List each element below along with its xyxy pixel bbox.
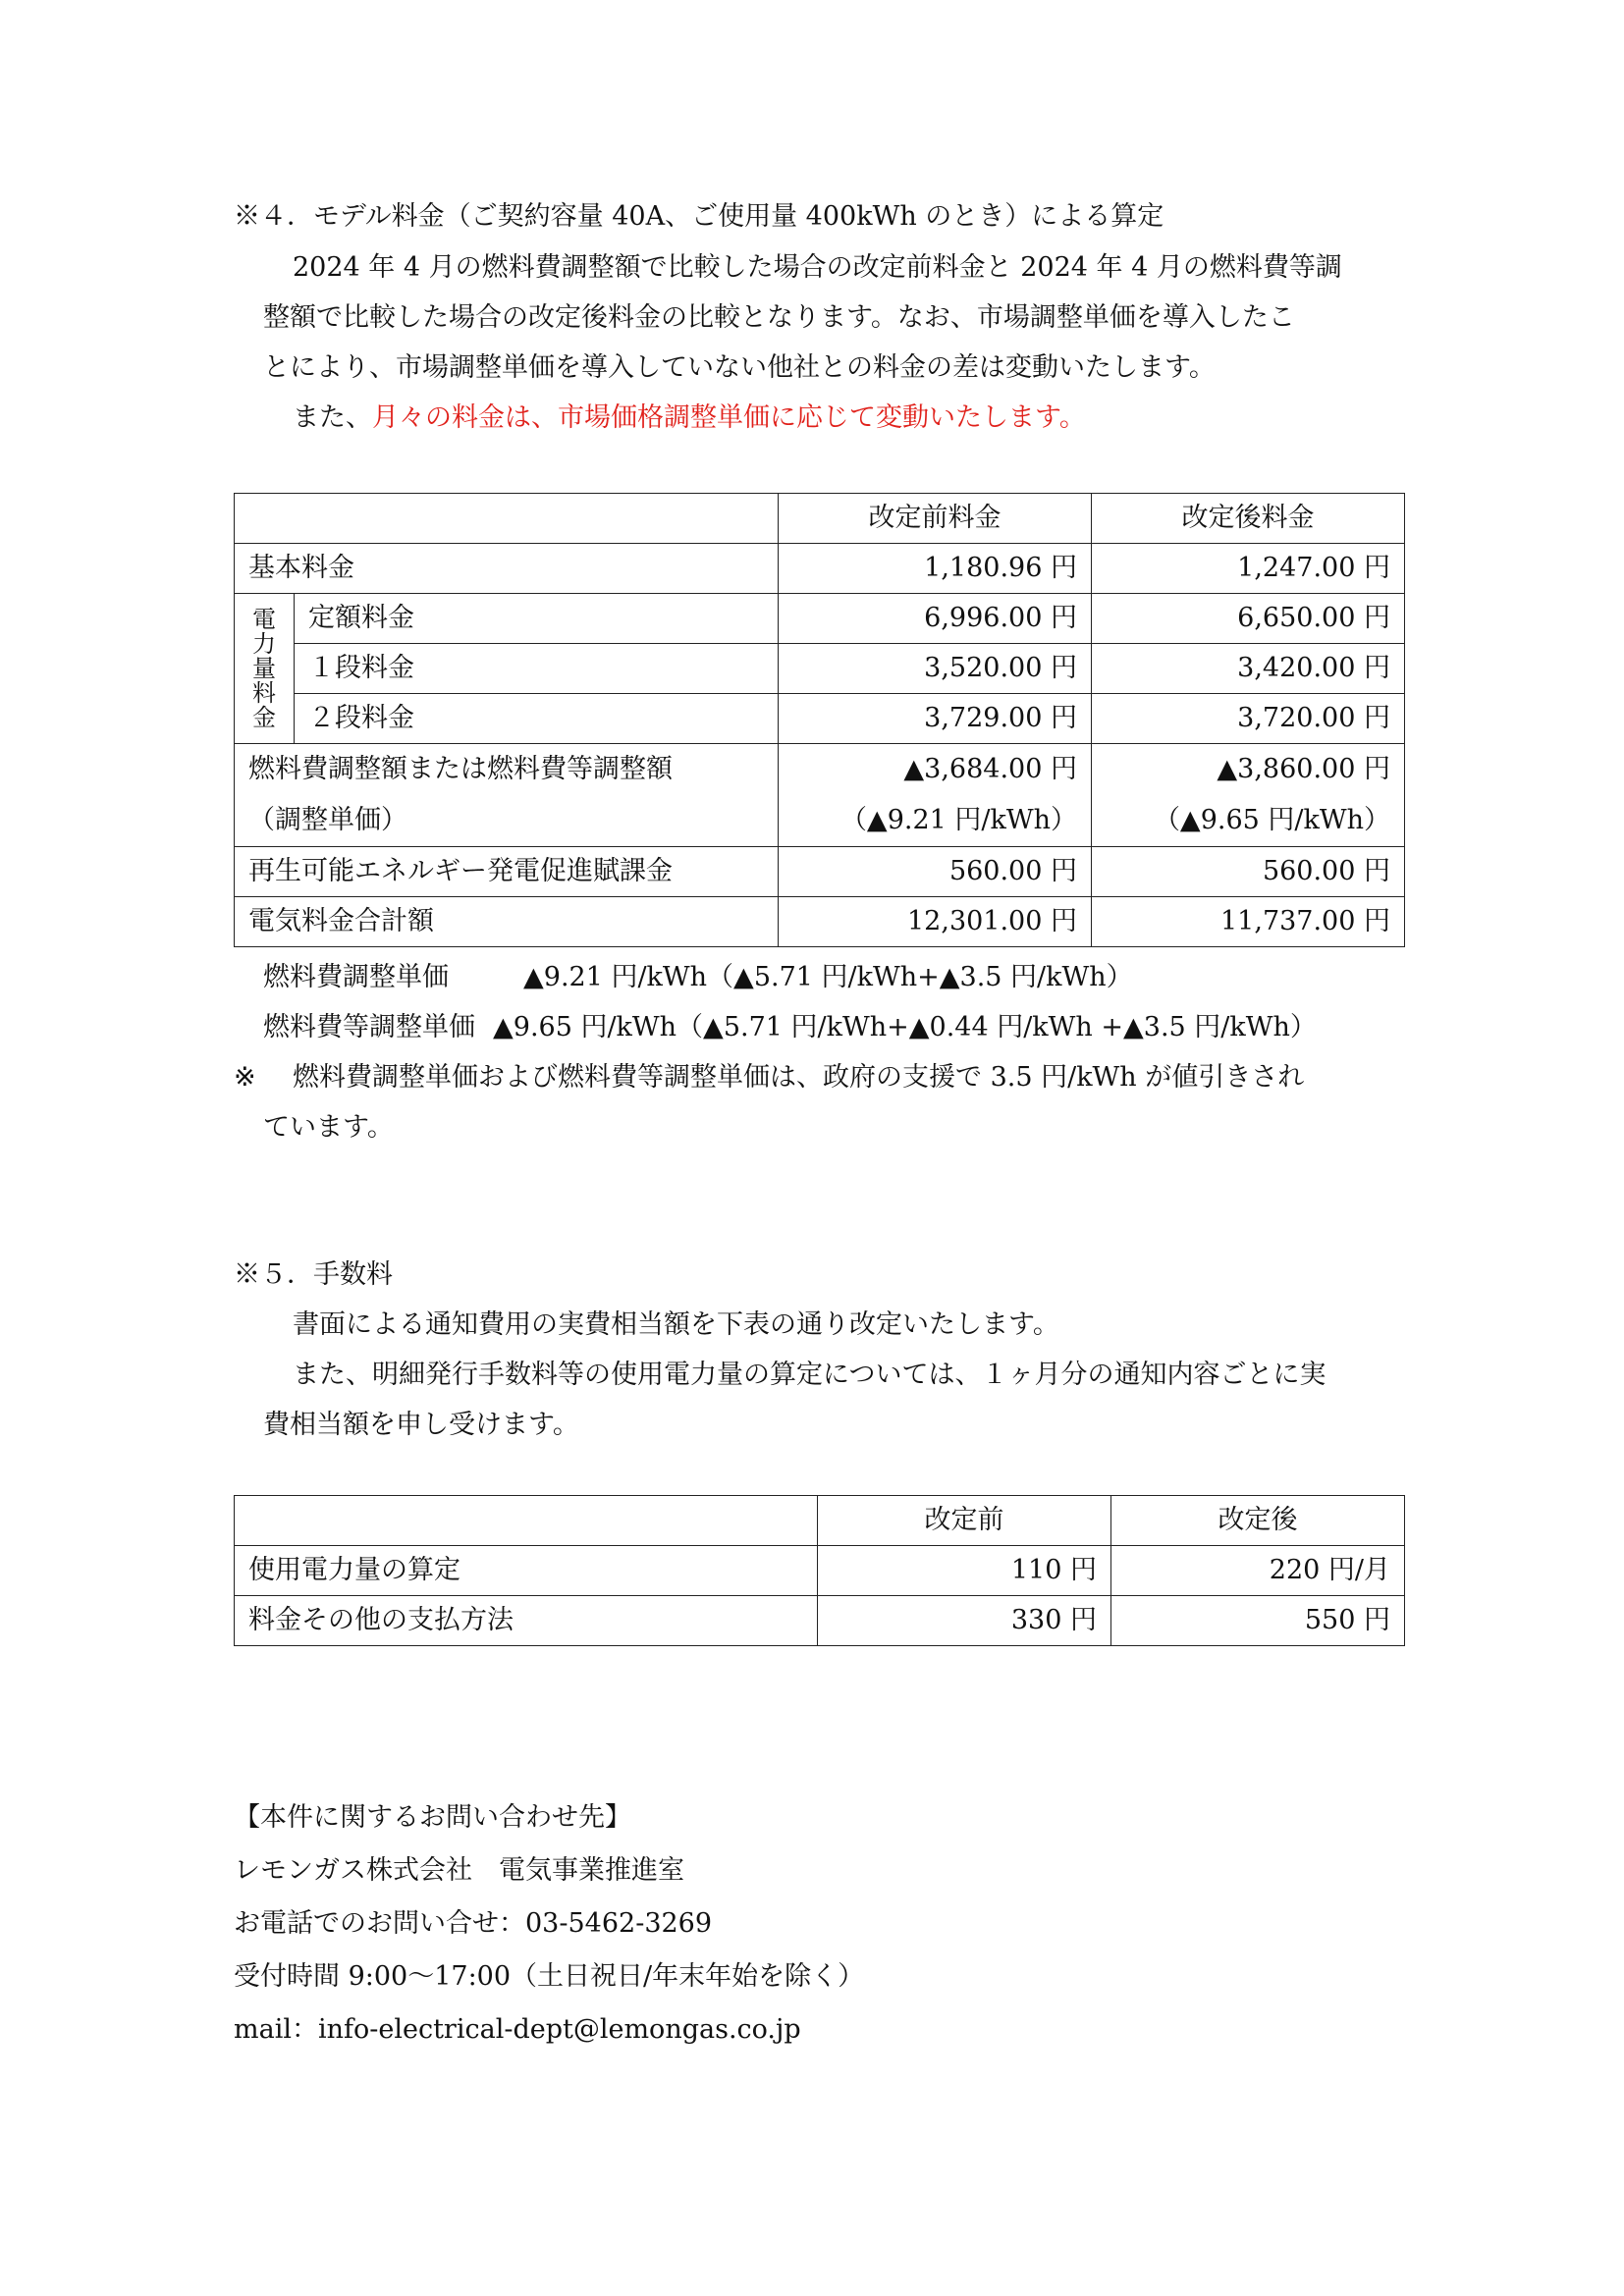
total-label: 電気料金合計額 [235,897,779,947]
header-empty-cell [235,494,779,544]
energy-row-label: １段料金 [295,644,779,694]
fuel-adjust-label-line1: 燃料費調整額または燃料費等調整額 [248,754,673,784]
energy-row-after: 3,720.00 円 [1092,694,1405,744]
energy-row-before: 6,996.00 円 [779,594,1092,644]
energy-group-char: 力 [252,629,276,658]
fuel-adjust-before-unit: （▲9.21 円/kWh） [839,805,1077,835]
section5-heading: ※５．手数料 [234,1259,393,1290]
contact-company: レモンガス株式会社 電気事業推進室 [234,1855,684,1886]
energy-row-before: 3,520.00 円 [779,644,1092,694]
table-row [235,744,1405,847]
fee-row-label: 料金その他の支払方法 [235,1596,818,1646]
energy-group-char: 料 [252,678,276,707]
table-header-row [235,494,1405,544]
basic-fee-before: 1,180.96 円 [779,544,1092,594]
section4-heading: ※４．モデル料金（ご契約容量 40A、ご使用量 400kWh のとき）による算定 [234,201,1164,232]
table-row [235,544,1405,594]
section5-paragraph2-line2: 費相当額を申し受けます。 [263,1410,579,1440]
contact-phone: お電話でのお問い合せ：03-5462-3269 [234,1908,713,1939]
basic-fee-after: 1,247.00 円 [1092,544,1405,594]
energy-row-after: 6,650.00 円 [1092,594,1405,644]
section4-paragraph-line1: 2024 年 4 月の燃料費調整額で比較した場合の改定前料金と 2024 年 4 月の燃料費等調 [293,252,1342,283]
energy-row-after: 3,420.00 円 [1092,644,1405,694]
table-row [235,594,1405,644]
fuel-adjust-label [235,744,779,847]
fee-row-after: 550 円 [1111,1596,1405,1646]
fee-row-before: 110 円 [818,1546,1111,1596]
fuel-adjust-before [779,744,1092,847]
section4-paragraph-line3: とにより、市場調整単価を導入していない他社との料金の差は変動いたします。 [263,352,1216,383]
fuel-adjust-after [1092,744,1405,847]
header-after: 改定後 [1111,1496,1405,1546]
renewable-levy-after: 560.00 円 [1092,847,1405,897]
table-header-row [235,1496,1405,1546]
header-after: 改定後料金 [1092,494,1405,544]
table-row [235,847,1405,897]
remark-line2: ています。 [263,1112,394,1143]
total-after: 11,737.00 円 [1092,897,1405,947]
contact-hours: 受付時間 9:00～17:00（土日祝日/年末年始を除く） [234,1961,865,1992]
energy-row-label: ２段料金 [295,694,779,744]
section4-paragraph-line2: 整額で比較した場合の改定後料金の比較となります。なお、市場調整単価を導入したこ [263,302,1295,333]
fuel-etc-unit-value: ▲9.65 円/kWh（▲5.71 円/kWh+▲0.44 円/kWh +▲3.5 円/kWh） [493,1012,1317,1042]
energy-group-char: 金 [252,703,276,731]
remark-line1: 燃料費調整単価および燃料費等調整単価は、政府の支援で 3.5 円/kWh が値引きされ [293,1062,1305,1093]
fuel-etc-unit-label: 燃料費等調整単価 [263,1012,475,1042]
contact-title: 【本件に関するお問い合わせ先】 [234,1802,631,1833]
table-row [235,897,1405,947]
fuel-adjust-label-line2: （調整単価） [248,805,407,835]
basic-fee-label: 基本料金 [235,544,779,594]
handling-fee-table [234,1495,1405,1646]
table-row [235,1546,1405,1596]
header-empty-cell [235,1496,818,1546]
fee-row-after: 220 円/月 [1111,1546,1405,1596]
renewable-levy-label: 再生可能エネルギー発電促進賦課金 [235,847,779,897]
energy-group-char: 電 [252,605,276,633]
fuel-adjust-after-amount: ▲3,860.00 円 [1217,754,1390,784]
energy-row-label: 定額料金 [295,594,779,644]
fee-row-before: 330 円 [818,1596,1111,1646]
fuel-unit-value: ▲9.21 円/kWh（▲5.71 円/kWh+▲3.5 円/kWh） [523,962,1133,992]
header-before: 改定前料金 [779,494,1092,544]
section4-note [293,402,1086,434]
fuel-unit-label: 燃料費調整単価 [263,962,449,992]
energy-group-label [235,594,295,744]
fee-row-label: 使用電力量の算定 [235,1546,818,1596]
table-row [235,644,1405,694]
total-before: 12,301.00 円 [779,897,1092,947]
contact-mail[interactable]: mail：info-electrical-dept@lemongas.co.jp [234,2014,801,2045]
section4-note-prefix: また、 [293,402,372,433]
section4-note-red: 月々の料金は、市場価格調整単価に応じて変動いたします。 [372,402,1086,433]
model-fee-table [234,493,1405,947]
table-row [235,1596,1405,1646]
fuel-adjust-after-unit: （▲9.65 円/kWh） [1153,805,1390,835]
fuel-adjust-before-amount: ▲3,684.00 円 [903,754,1077,784]
renewable-levy-before: 560.00 円 [779,847,1092,897]
remark-mark: ※ [234,1062,256,1093]
energy-group-char: 量 [252,654,276,682]
section5-paragraph1: 書面による通知費用の実費相当額を下表の通り改定いたします。 [293,1309,1059,1340]
section5-paragraph2-line1: また、明細発行手数料等の使用電力量の算定については、１ヶ月分の通知内容ごとに実 [293,1360,1326,1390]
energy-row-before: 3,729.00 円 [779,694,1092,744]
table-row [235,694,1405,744]
header-before: 改定前 [818,1496,1111,1546]
